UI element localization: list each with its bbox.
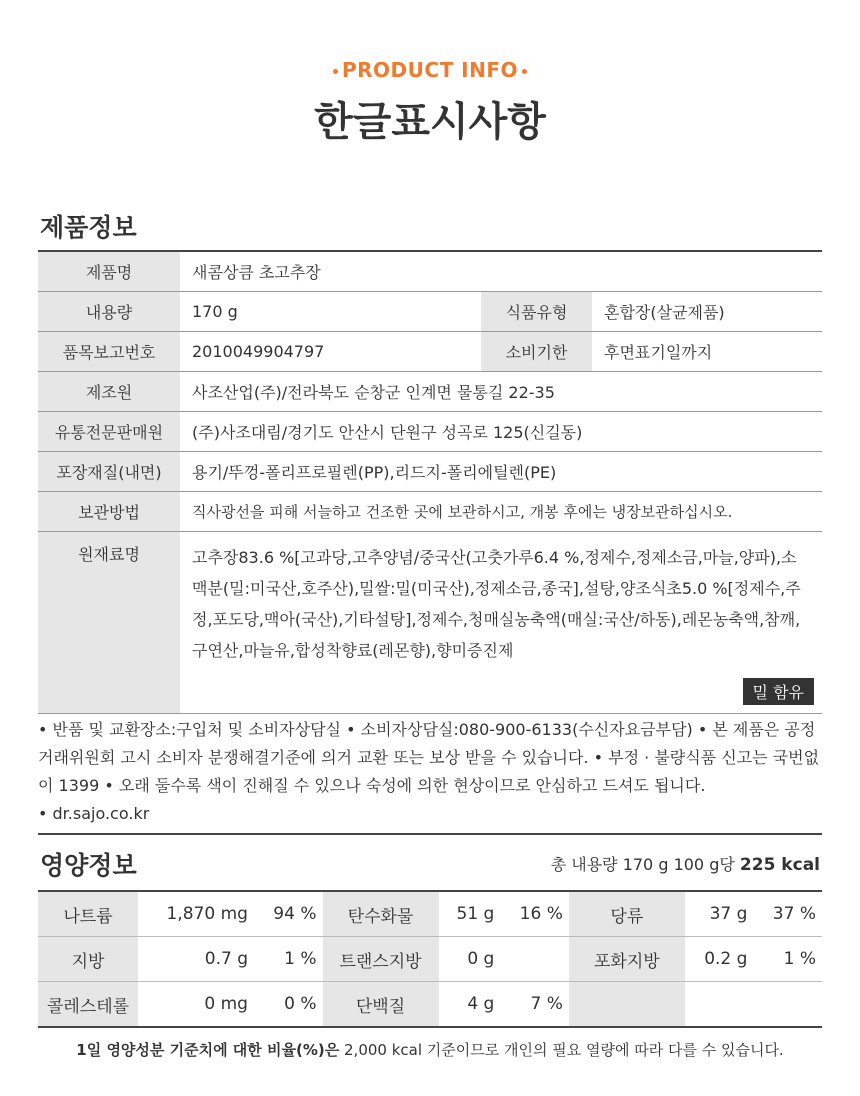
row-label: 소비기한 [481,332,592,372]
total-label: 총 내용량 170 g 100 g당 [550,855,735,874]
nutrient-amount: 4 g [439,982,501,1028]
website-text: • dr.sajo.co.kr [38,804,150,823]
nutrient-amount: 0 mg [138,982,254,1028]
nutrient-label: 포화지방 [569,937,685,982]
nutrition-footnote [0,1039,860,1060]
nutrient-label: 나트륨 [38,892,138,937]
row-value: 후면표기일까지 [592,332,822,372]
ingredients-cell [180,532,822,714]
row-value: 혼합장(살균제품) [592,292,822,332]
row-value: 새콤상큼 초고추장 [180,252,822,292]
row-label: 품목보고번호 [38,332,180,372]
table-row [38,492,822,532]
page-title: 한글표시사항 [314,99,546,145]
nutrient-label: 탄수화물 [323,892,439,937]
ingredients-text: 고추장83.6 %[고과당,고추양념/중국산(고춧가루6.4 %,정제수,정제소금,마늘,양파),소맥분(밀:미국산,호주산),밀쌀:밀(미국산),정제소금,종국],설탕,양조식초5.0 %[정제수,주정,포도당,맥아(국산),기타설탕],정제수,청매실농축액(매실:국산/하동),레몬농축액,참깨,구연산,마늘유,합성착향료(레몬향),향미증진제 [192,548,801,660]
total-kcal: 225 kcal [739,855,820,875]
table-row [38,292,822,332]
row-label: 유통전문판매원 [38,412,180,452]
nutrient-amount: 1,870 mg [138,892,254,937]
table-row [38,452,822,492]
ingredients-row [38,532,822,714]
empty-label [569,982,685,1028]
section-rule [38,833,822,835]
nutrient-label: 지방 [38,937,138,982]
table-row [38,332,822,372]
row-value: (주)사조대림/경기도 안산시 단원구 성곡로 125(신길동) [180,412,822,452]
nutrient-pct: 1 % [753,937,822,982]
nutrient-label: 콜레스테롤 [38,982,138,1028]
nutrient-label: 당류 [569,892,685,937]
table-row [38,892,822,937]
dot-left [333,69,338,74]
product-info-subtitle [0,58,860,82]
row-value: 170 g [180,292,481,332]
empty-amount [685,982,754,1028]
row-label: 보관방법 [38,492,180,532]
row-label: 내용량 [38,292,180,332]
table-row [38,937,822,982]
row-value: 2010049904797 [180,332,481,372]
nutrient-amount: 0.2 g [685,937,754,982]
nutrient-amount: 37 g [685,892,754,937]
table-row [38,252,822,292]
row-value: 사조산업(주)/전라북도 순창군 인계면 물통길 22-35 [180,372,822,412]
badge-wrap [192,666,814,713]
table-row [38,982,822,1028]
empty-pct [753,982,822,1028]
subtitle-text: PRODUCT INFO [341,58,519,82]
footnote-bold: 1일 영양성분 기준치에 대한 비율(%)은 [76,1041,340,1059]
nutrient-amount: 0.7 g [138,937,254,982]
nutrition-section-title: 영양정보 [40,851,137,880]
nutrient-amount: 51 g [439,892,501,937]
product-section-title: 제품정보 [40,213,137,242]
nutrient-pct [500,937,569,982]
row-label: 제조원 [38,372,180,412]
table-row [38,412,822,452]
notes-block [38,716,822,828]
nutrient-label: 트랜스지방 [323,937,439,982]
nutrient-pct: 16 % [500,892,569,937]
product-info-table [38,252,822,714]
nutrient-amount: 0 g [439,937,501,982]
nutrient-pct: 37 % [753,892,822,937]
page-header [0,58,860,147]
dot-right [522,69,527,74]
notes-text: • 반품 및 교환장소:구입처 및 소비자상담실 • 소비자상담실:080-900-6133(수신자요금부담) • 본 제품은 공정거래위원회 고시 소비자 분쟁해결기준에 의거 교환 또는 보상 받을 수 있습니다. • 부정 · 불량식품 신고는 국번없이 1399 • 오래 둘수록 색이 진해질 수 있으나 숙성에 의한 현상이므로 안심하고 드셔도 됩니다. [38,720,820,795]
row-label: 식품유형 [481,292,592,332]
row-label: 제품명 [38,252,180,292]
nutrient-pct: 1 % [254,937,323,982]
row-value: 직사광선을 피해 서늘하고 건조한 곳에 보관하시고, 개봉 후에는 냉장보관하십시오. [180,492,822,532]
row-label: 포장재질(내면) [38,452,180,492]
footnote-rest: 2,000 kcal 기준이므로 개인의 필요 열량에 따라 다를 수 있습니다. [339,1041,784,1059]
ingredients-label: 원재료명 [38,532,180,714]
table-row [38,372,822,412]
nutrition-table [38,892,822,1028]
nutrient-pct: 0 % [254,982,323,1028]
nutrient-label: 단백질 [323,982,439,1028]
nutrient-pct: 7 % [500,982,569,1028]
nutrient-pct: 94 % [254,892,323,937]
nutrition-total [551,852,820,875]
allergen-badge: 밀 함유 [743,678,814,705]
row-value: 용기/뚜껑-폴리프로필렌(PP),리드지-폴리에틸렌(PE) [180,452,822,492]
